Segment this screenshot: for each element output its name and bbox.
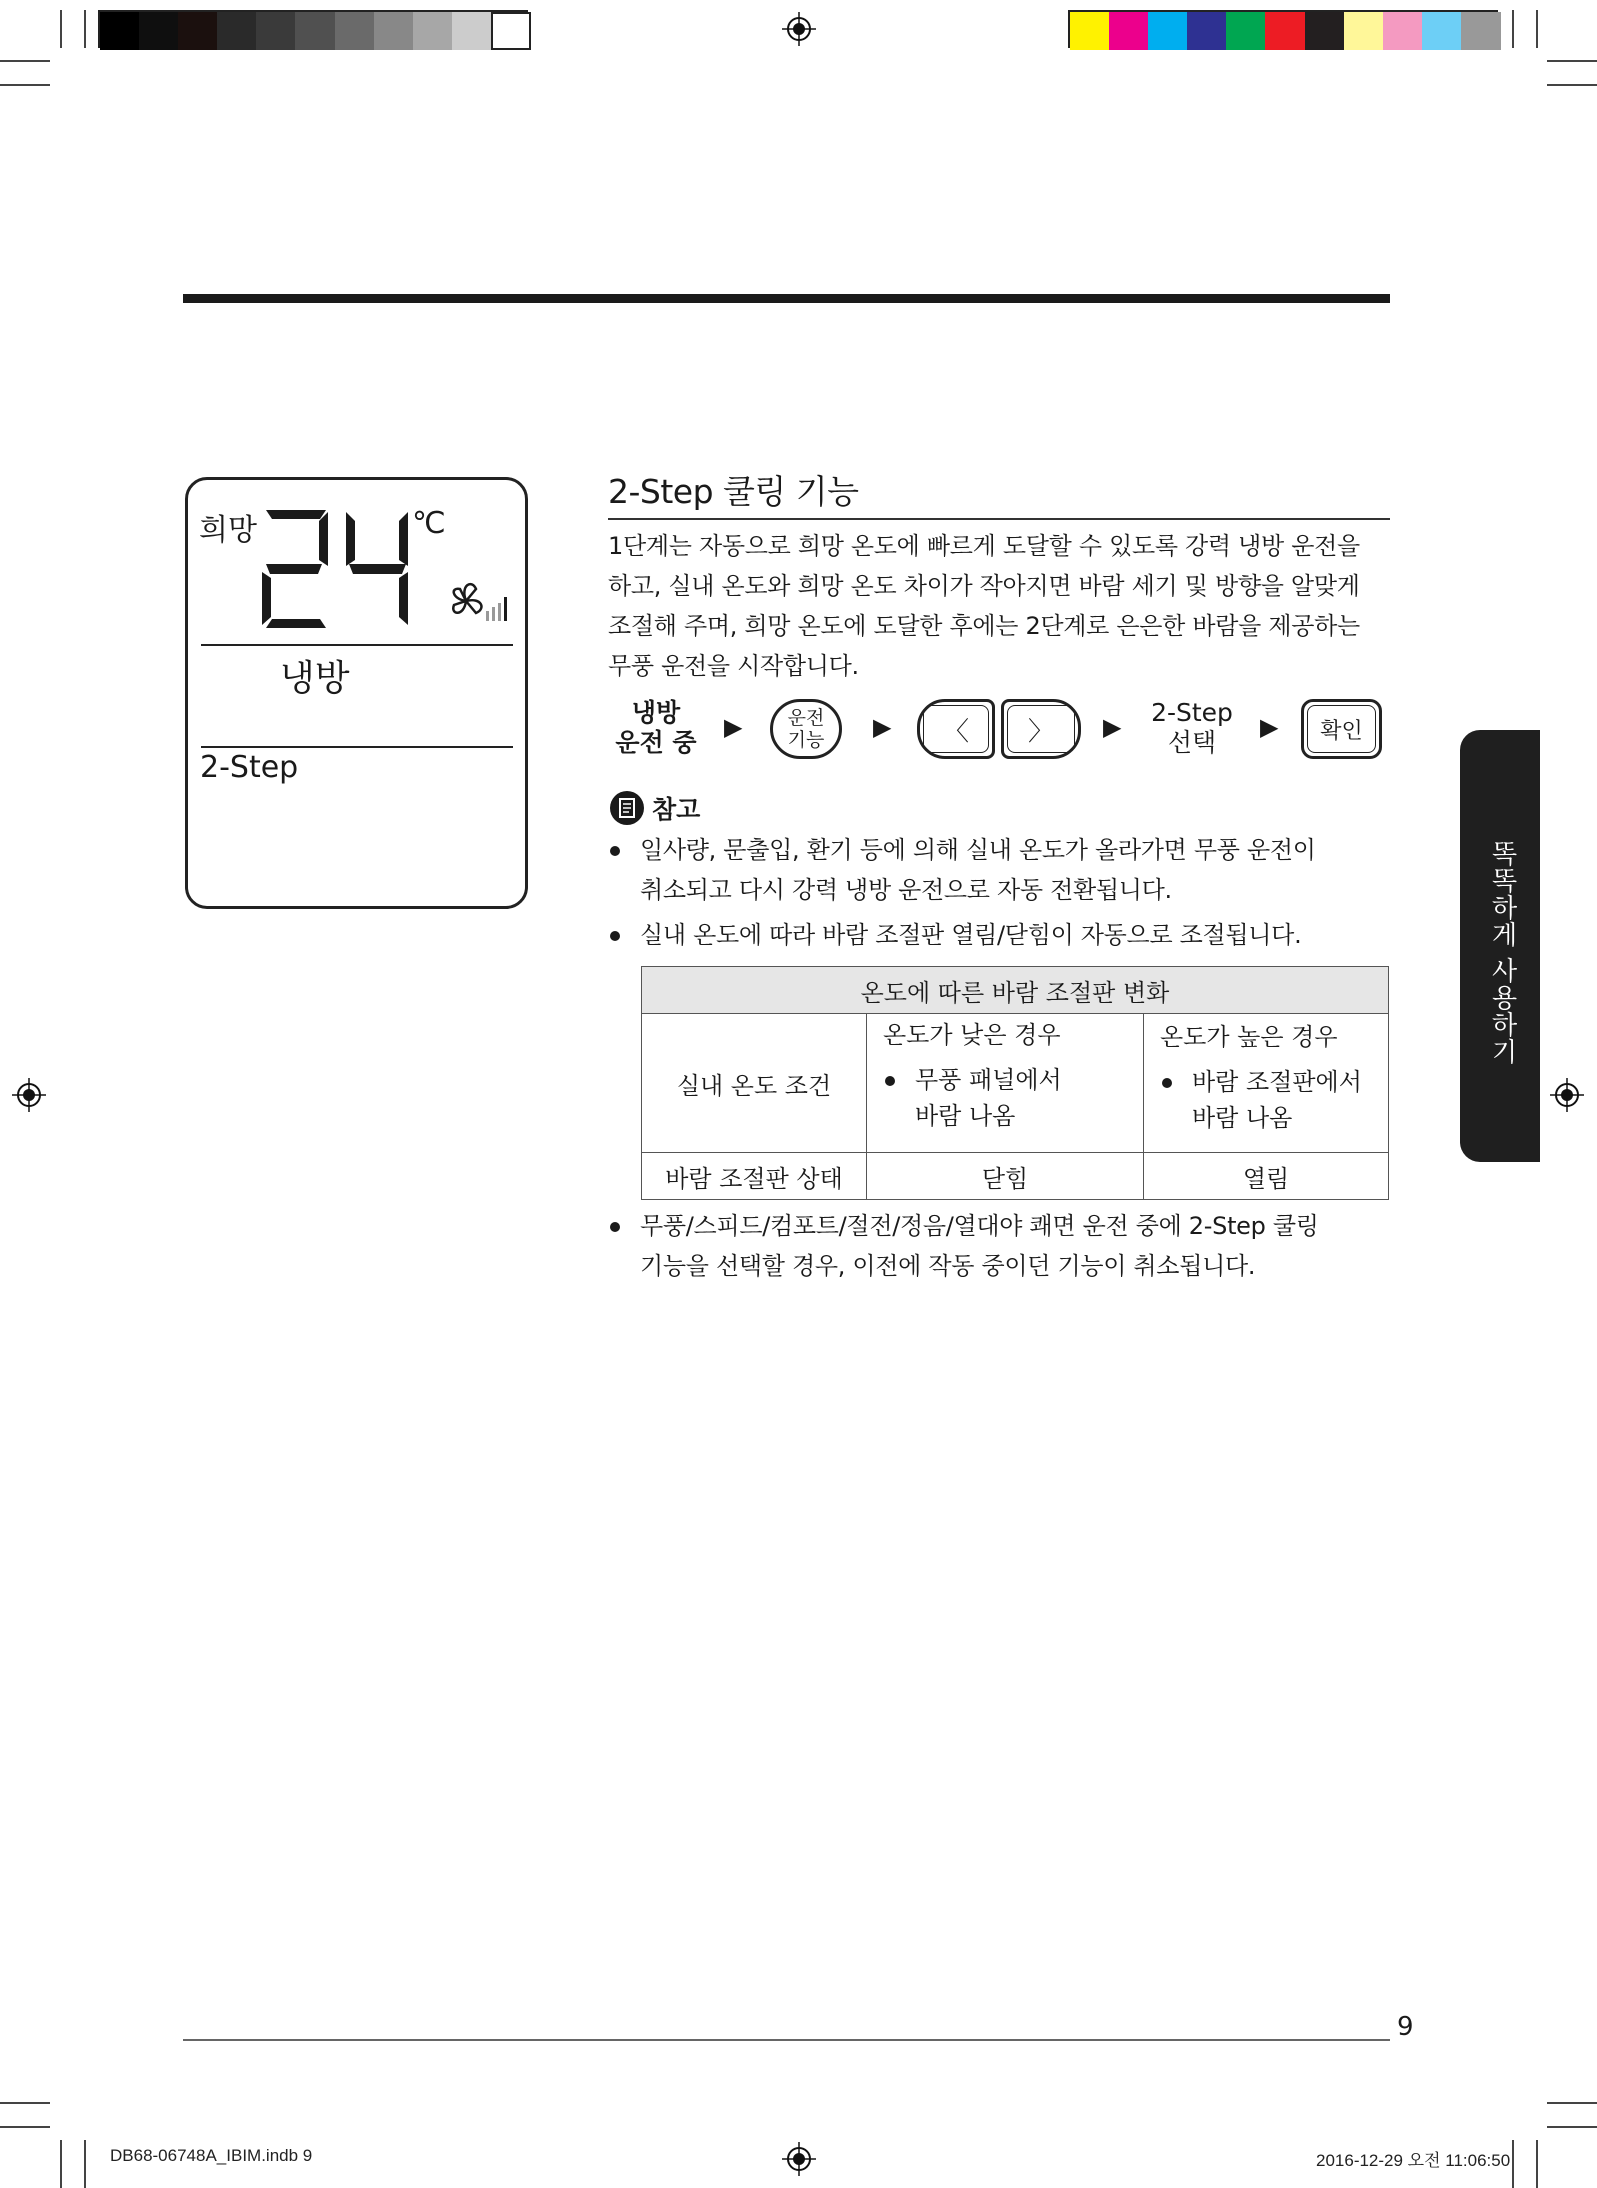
chapter-side-tab-label: 똑똑하게 사용하기 xyxy=(1487,840,1517,1066)
crop-mark xyxy=(1536,10,1538,48)
crop-mark xyxy=(1547,2102,1597,2104)
crop-mark xyxy=(84,10,86,48)
color-swatch xyxy=(1226,12,1266,50)
gray-swatch xyxy=(139,12,179,50)
registration-mark-icon xyxy=(782,12,816,46)
slug-file: DB68-06748A_IBIM.indb 9 xyxy=(110,2146,313,2165)
color-swatch xyxy=(1422,12,1462,50)
gray-swatch xyxy=(374,12,414,50)
chevron-right-icon: 〉 xyxy=(1027,716,1054,747)
flow-step-select: 2-Step 선택 xyxy=(1151,698,1233,757)
lcd-unit: ℃ xyxy=(412,506,446,541)
gray-swatch xyxy=(100,12,140,50)
arrow-right-icon: ▶ xyxy=(1260,713,1279,741)
gray-swatch xyxy=(256,12,296,50)
crop-mark xyxy=(1547,84,1597,86)
lcd-temperature-digits xyxy=(258,508,418,630)
gray-swatch xyxy=(335,12,375,50)
color-swatch xyxy=(1344,12,1384,50)
crop-mark xyxy=(0,2102,50,2104)
flap-change-table xyxy=(641,966,1389,1200)
color-swatch xyxy=(1461,12,1501,50)
crop-mark xyxy=(1547,60,1597,62)
header-rule xyxy=(183,294,1390,303)
crop-mark xyxy=(1547,2126,1597,2128)
table-row-label: 실내 온도 조건 xyxy=(642,1014,867,1153)
bullet-dot xyxy=(610,846,620,856)
color-bar-grays xyxy=(98,10,528,48)
bullet-dot xyxy=(885,1076,895,1086)
color-swatch xyxy=(1187,12,1227,50)
note-bullet-3: 무풍/스피드/컴포트/절전/정음/열대야 쾌면 운전 중에 2-Step 쿨링 기능을 선택할 경우, 이전에 작동 중이던 기능이 취소됩니다. xyxy=(640,1212,1319,1280)
note-icon xyxy=(610,791,644,825)
arrow-right-icon: ▶ xyxy=(873,713,892,741)
gray-swatch xyxy=(178,12,218,50)
crop-mark xyxy=(60,2140,62,2188)
crop-mark xyxy=(1512,2140,1514,2188)
body-line: 조절해 주며, 희망 온도에 도달한 후에는 2단계로 은은한 바람을 제공하는 xyxy=(608,612,1360,640)
lcd-divider xyxy=(201,746,513,748)
bullet-dot xyxy=(610,1222,620,1232)
table-cell-low-state: 닫힘 xyxy=(867,1153,1144,1200)
crop-mark xyxy=(0,2126,50,2128)
crop-mark xyxy=(1536,2140,1538,2188)
registration-mark-icon xyxy=(12,1078,46,1112)
gray-swatch xyxy=(491,12,531,50)
flow-step-cooling: 냉방 운전 중 xyxy=(615,698,697,757)
registration-mark-icon xyxy=(1550,1078,1584,1112)
gray-swatch xyxy=(452,12,492,50)
slug-date: 2016-12-29 오전 11:06:50 xyxy=(1316,2151,1511,2170)
color-swatch xyxy=(1383,12,1423,50)
table-caption: 온도에 따른 바람 조절판 변화 xyxy=(642,967,1389,1014)
table-row-label: 바람 조절판 상태 xyxy=(642,1153,867,1200)
bullet-dot xyxy=(610,931,620,941)
table-cell-low: 온도가 낮은 경우 무풍 패널에서 바람 나옴 xyxy=(867,1014,1144,1153)
body-line: 하고, 실내 온도와 희망 온도 차이가 작아지면 바람 세기 및 방향을 알맞게 xyxy=(608,572,1360,600)
crop-mark xyxy=(1512,10,1514,48)
color-swatch xyxy=(1265,12,1305,50)
note-title: 참고 xyxy=(652,795,701,824)
footer-rule xyxy=(183,2039,1390,2041)
gray-swatch xyxy=(295,12,335,50)
table-cell-high-state: 열림 xyxy=(1144,1153,1389,1200)
crop-mark xyxy=(84,2140,86,2188)
arrow-right-icon: ▶ xyxy=(724,713,743,741)
crop-mark xyxy=(0,60,50,62)
right-button[interactable] xyxy=(1001,699,1081,759)
section-body xyxy=(608,526,1398,686)
lcd-mode: 냉방 xyxy=(280,658,350,699)
table-cell-high: 온도가 높은 경우 바람 조절판에서 바람 나옴 xyxy=(1144,1014,1389,1153)
lcd-divider xyxy=(201,644,513,646)
color-bar-colors xyxy=(1068,10,1498,48)
body-line: 무풍 운전을 시작합니다. xyxy=(608,652,859,680)
arrow-right-icon: ▶ xyxy=(1103,713,1122,741)
bullet-dot xyxy=(1162,1078,1172,1088)
note-bullet-1: 일사량, 문출입, 환기 등에 의해 실내 온도가 올라가면 무풍 운전이 취소되고 다시 강력 냉방 운전으로 자동 전환됩니다. xyxy=(640,836,1316,904)
color-swatch xyxy=(1305,12,1345,50)
chapter-side-tab xyxy=(1460,730,1540,1162)
chevron-left-icon: 〈 xyxy=(942,716,969,747)
lcd-function: 2-Step xyxy=(200,750,299,785)
page-number: 9 xyxy=(1397,2012,1414,2042)
section-rule xyxy=(608,518,1390,520)
color-swatch xyxy=(1148,12,1188,50)
fan-speed-icon xyxy=(442,575,508,627)
lcd-desired-label: 희망 xyxy=(199,513,257,548)
color-swatch xyxy=(1070,12,1110,50)
registration-mark-icon xyxy=(782,2142,816,2176)
note-bullet-2: 실내 온도에 따라 바람 조절판 열림/닫힘이 자동으로 조절됩니다. xyxy=(640,921,1302,949)
crop-mark xyxy=(0,84,50,86)
color-swatch xyxy=(1109,12,1149,50)
gray-swatch xyxy=(413,12,453,50)
gray-swatch xyxy=(217,12,257,50)
left-button[interactable] xyxy=(917,699,995,759)
confirm-button[interactable]: 확인 xyxy=(1301,699,1382,759)
function-button[interactable]: 운전 기능 xyxy=(770,699,842,759)
crop-mark xyxy=(60,10,62,48)
section-title: 2-Step 쿨링 기능 xyxy=(608,472,859,511)
body-line: 1단계는 자동으로 희망 온도에 빠르게 도달할 수 있도록 강력 냉방 운전을 xyxy=(608,532,1360,560)
